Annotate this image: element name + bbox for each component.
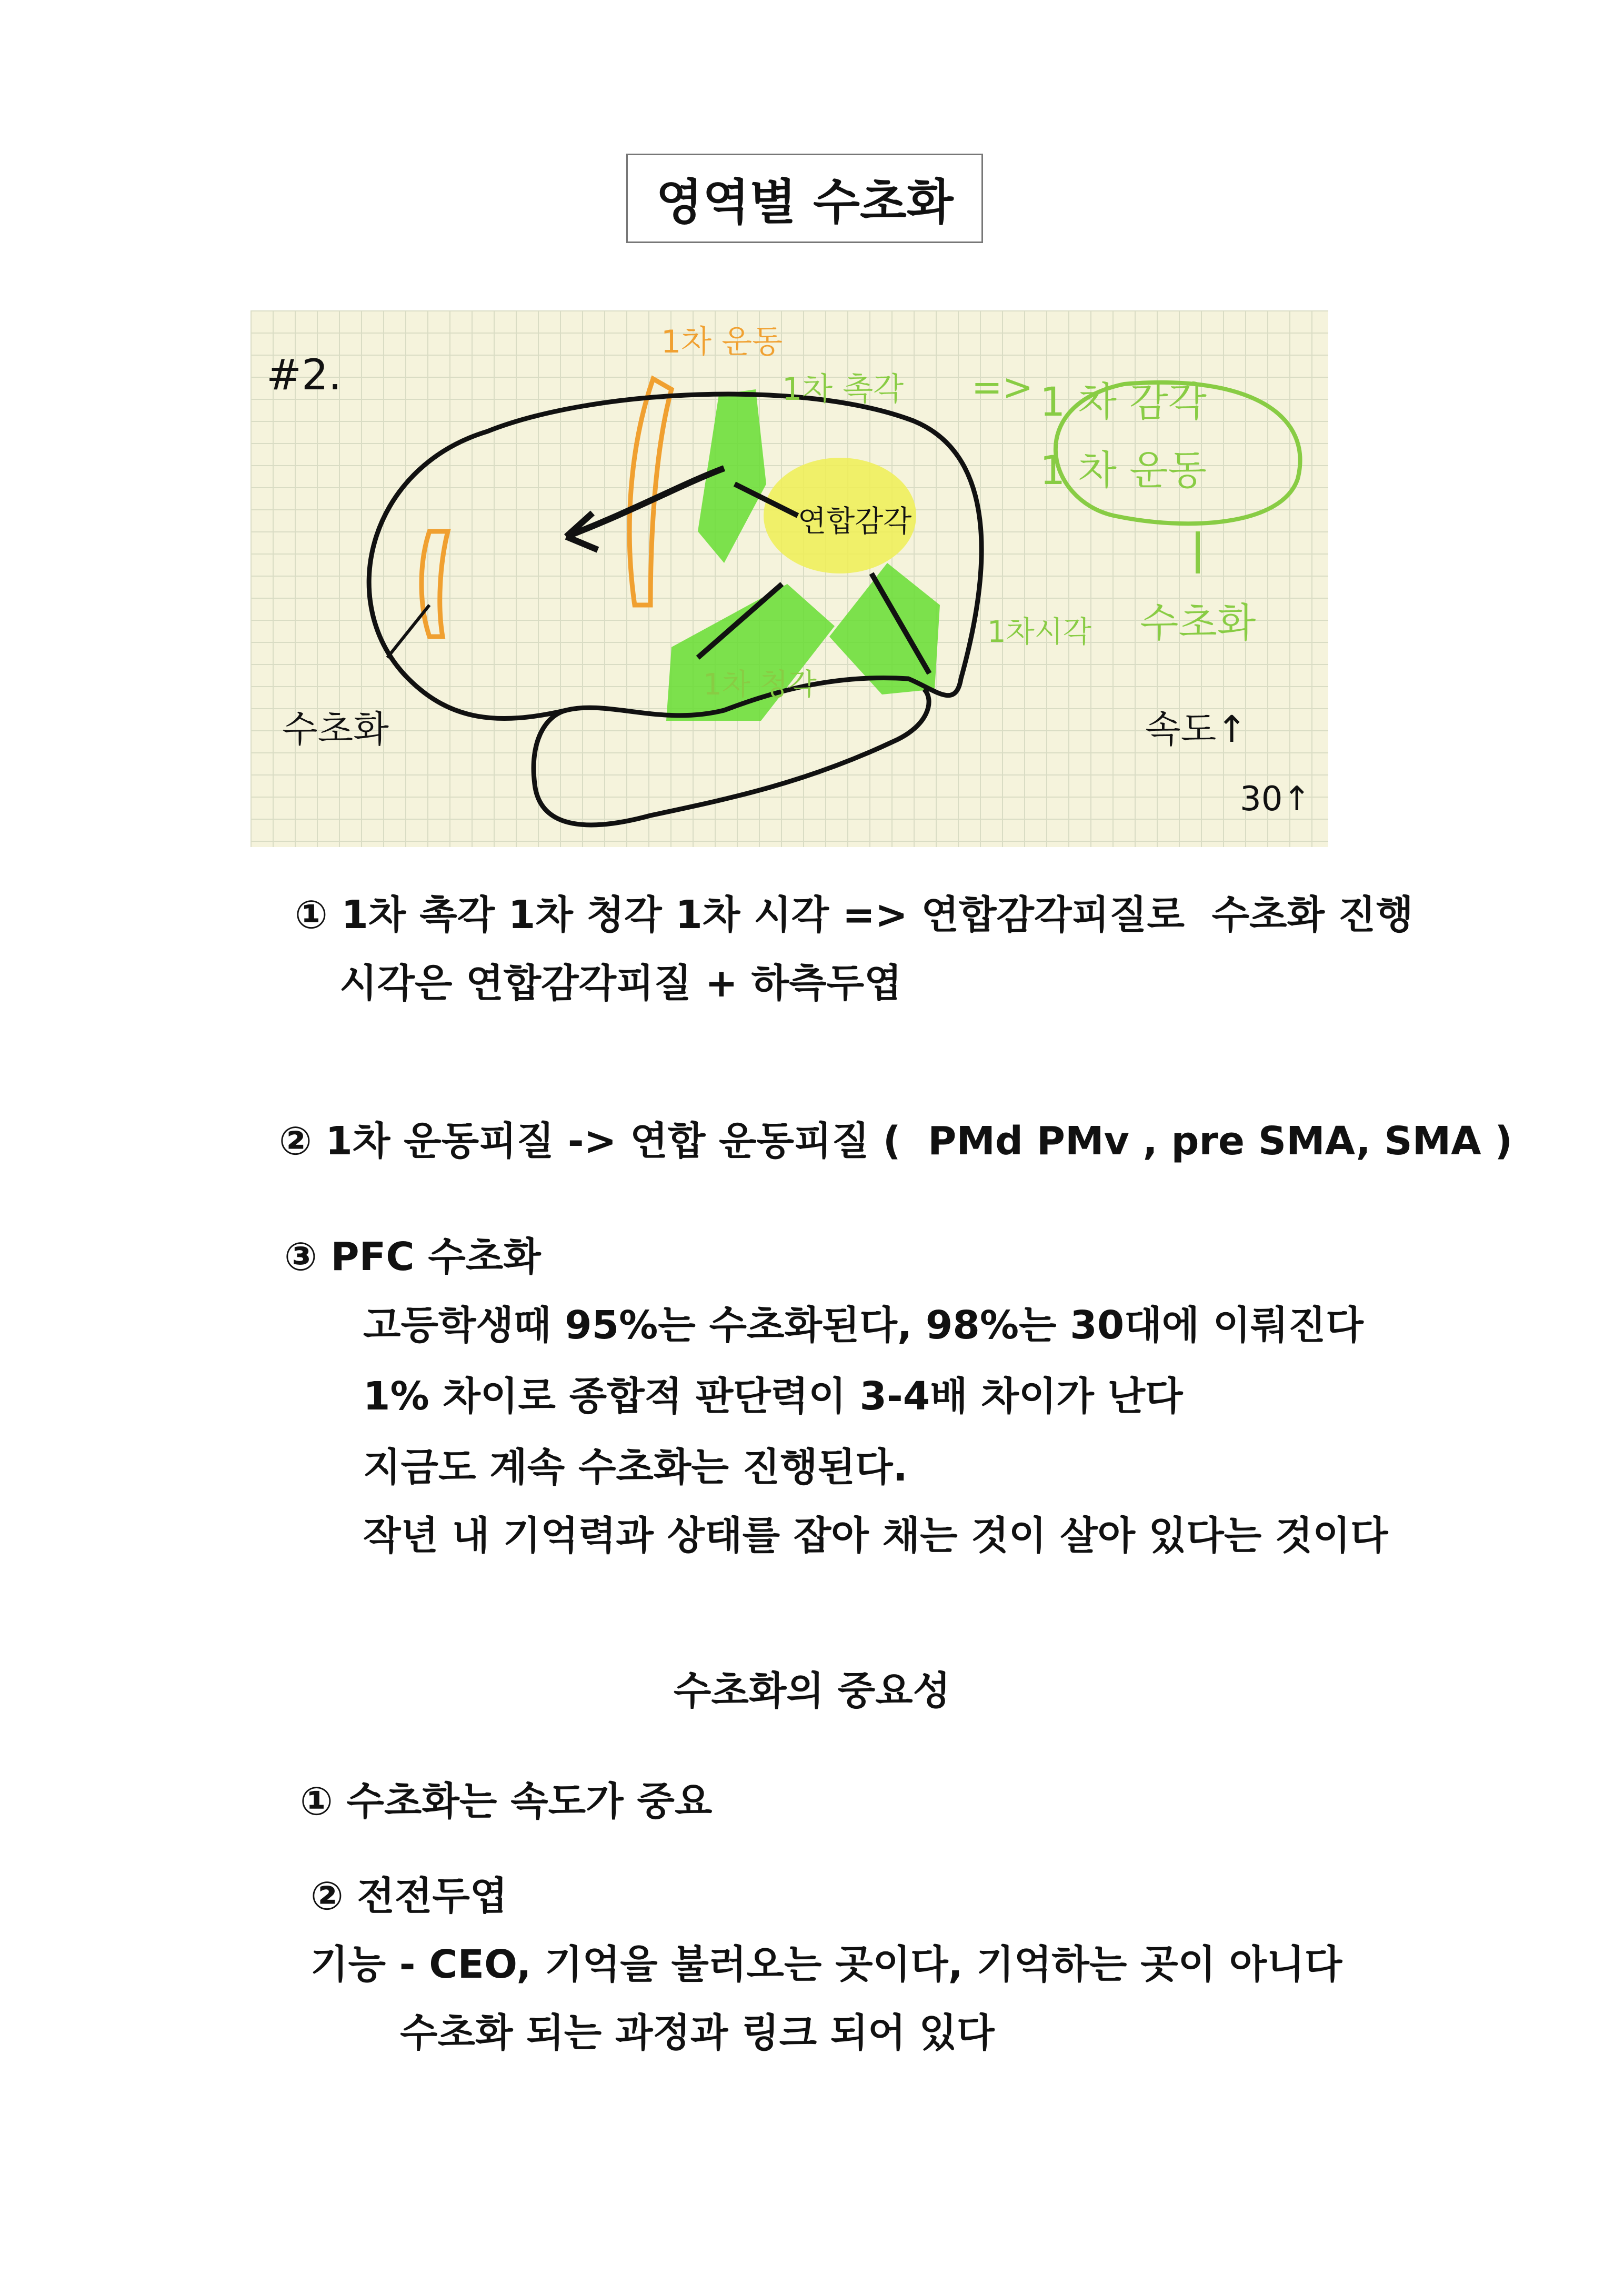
primary-auditory-label: 1차 청각 xyxy=(703,668,817,702)
page-title: 영역별 수초화 xyxy=(626,154,983,243)
section1-line1: ① 1차 촉각 1차 청각 1차 시각 => 연합감각피질로 수초화 진행 xyxy=(295,892,1414,938)
visual-highlight xyxy=(829,563,940,694)
section3-line1: 고등학생때 95%는 수초화된다, 98%는 30대에 이뤄진다 xyxy=(363,1303,1364,1348)
section3-heading: ③ PFC 수초화 xyxy=(284,1234,541,1280)
age-label: 30↑ xyxy=(1240,780,1311,819)
importance-item1: ① 수초화는 속도가 중요 xyxy=(300,1779,713,1824)
association-label: 연합감각 xyxy=(798,505,912,539)
myelination-right-label: 수초화 xyxy=(1140,599,1256,646)
bubble-line-2: 1 차 운동 xyxy=(1040,447,1207,494)
myelination-left-label: 수초화 xyxy=(282,708,389,751)
importance-item2: ② 전전두엽 xyxy=(310,1874,508,1919)
primary-somatosensory-label: 1차 촉각 xyxy=(782,371,904,408)
section3-line4: 작년 내 기억력과 상태를 잡아 채는 것이 살아 있다는 것이다 xyxy=(363,1513,1388,1558)
importance-item2-line1: 기능 - CEO, 기억을 불러오는 곳이다, 기억하는 곳이 아니다 xyxy=(310,1942,1342,1987)
prefrontal-strip xyxy=(422,531,448,637)
section1-line2: 시각은 연합감각피질 + 하측두엽 xyxy=(339,961,902,1006)
importance-item2-line2: 수초화 되는 과정과 링크 되어 있다 xyxy=(400,2010,995,2056)
brain-diagram xyxy=(250,310,1328,847)
section3-line3: 지금도 계속 수초화는 진행된다. xyxy=(363,1445,908,1490)
figure-number: #2. xyxy=(266,350,342,399)
speed-label: 속도↑ xyxy=(1145,708,1247,751)
importance-heading: 수초화의 중요성 xyxy=(673,1668,951,1714)
brain-sketch xyxy=(250,310,1328,847)
section3-line2: 1% 차이로 종합적 판단력이 3-4배 차이가 난다 xyxy=(363,1374,1183,1419)
primary-motor-label: 1차 운동 xyxy=(661,324,783,360)
bubble-line-1: 1 차 감각 xyxy=(1040,378,1207,425)
bubble-arrow-symbol: => xyxy=(971,366,1034,409)
section2-line1: ② 1차 운동피질 -> 연합 운동피질 ( PMd PMv , pre SMA, SMA ) xyxy=(279,1119,1513,1164)
prefrontal-arrow xyxy=(387,605,429,658)
primary-visual-label: 1차시각 xyxy=(987,615,1091,649)
